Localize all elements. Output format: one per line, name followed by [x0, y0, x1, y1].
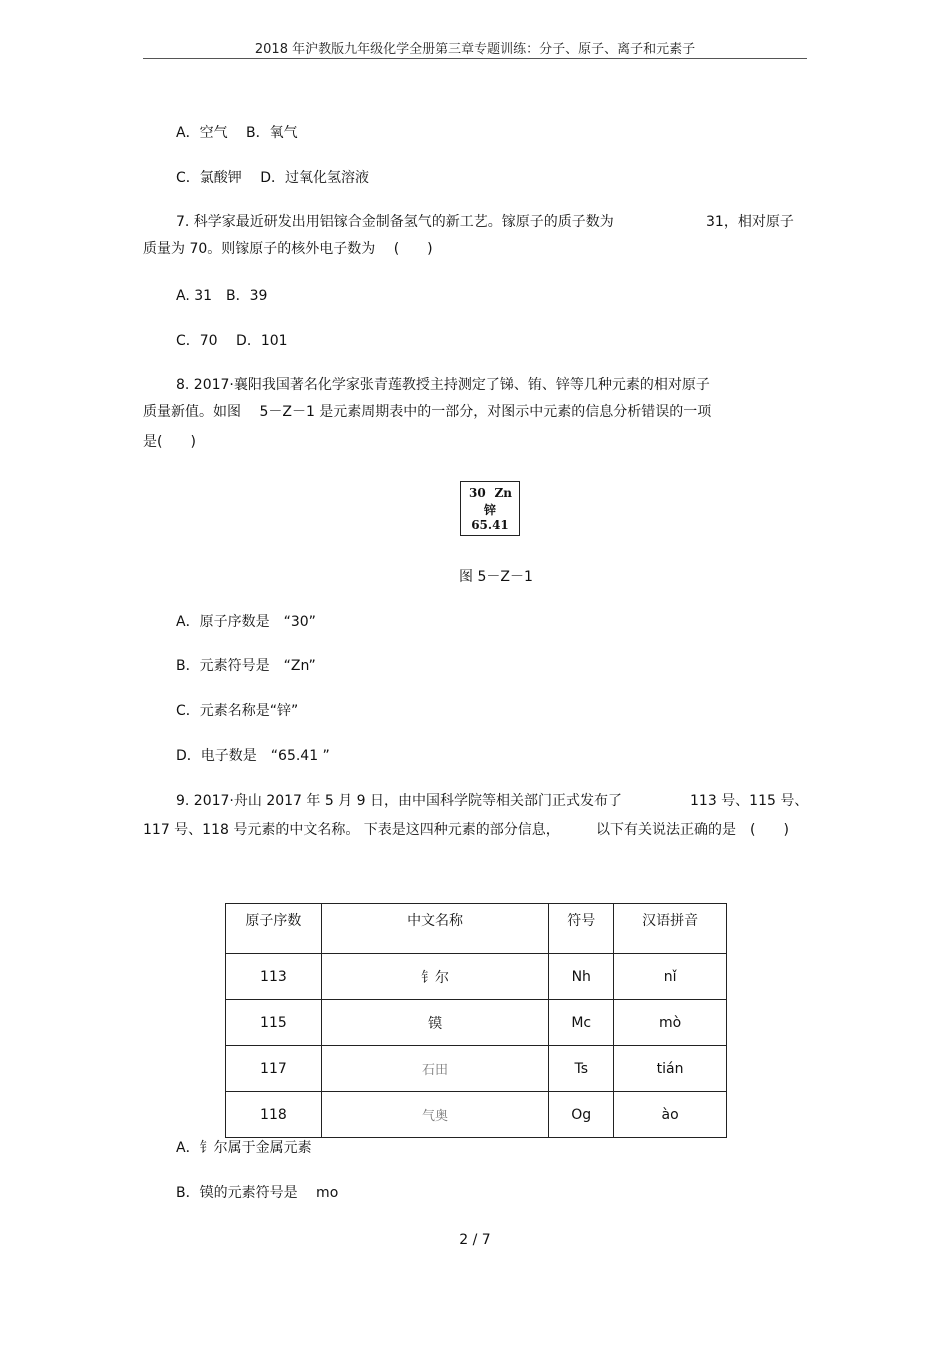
q7-options-line2: C．70 D．101	[176, 333, 288, 349]
header-symbol: 符号	[549, 904, 614, 954]
table-row	[226, 1000, 727, 1046]
cell-chinese-name: 钅尔	[321, 954, 548, 1000]
cell-symbol: Ts	[549, 1046, 614, 1092]
q8-option-a: A．原子序数是 “30”	[176, 614, 316, 630]
q9-option-a: A．钅尔属于金属元素	[176, 1140, 312, 1156]
table-row	[226, 954, 727, 1000]
element-symbol: Zn	[494, 486, 512, 500]
q8-option-c: C．元素名称是“锌”	[176, 703, 299, 719]
page-header-title: 2018 年沪教版九年级化学全册第三章专题训练：分子、原子、离子和元素子	[254, 42, 696, 57]
atomic-number: 30	[469, 486, 486, 500]
table-header-row	[226, 904, 727, 954]
cell-chinese-name: 气奥	[321, 1092, 548, 1138]
q9-text-line2b: 以下有关说法正确的是 ( )	[596, 822, 789, 838]
q8-text-line1: 8. 2017·襄阳我国著名化学家张青莲教授主持测定了锑、铕、锌等几种元素的相对原子	[176, 377, 710, 393]
cell-atomic-number: 117	[226, 1046, 322, 1092]
table-row	[226, 1046, 727, 1092]
cell-chinese-name: 镆	[321, 1000, 548, 1046]
q8-text-line2: 质量新值。如图 5－Z－1 是元素周期表中的一部分，对图示中元素的信息分析错误的一项	[143, 404, 712, 420]
page-number: 2 / 7	[459, 1232, 491, 1248]
cell-pinyin: mò	[614, 1000, 727, 1046]
cell-atomic-number: 113	[226, 954, 322, 1000]
q7-options-line1: A. 31 B．39	[176, 288, 268, 304]
cell-pinyin: ào	[614, 1092, 727, 1138]
cell-atomic-number: 115	[226, 1000, 322, 1046]
periodic-table-cell-zinc	[460, 481, 520, 536]
header-atomic-number: 原子序数	[226, 904, 322, 954]
q7-text-line1a: 7. 科学家最近研发出用铝镓合金制备氢气的新工艺。镓原子的质子数为	[176, 214, 614, 230]
cell-pinyin: nǐ	[614, 954, 727, 1000]
q7-text-line2: 质量为 70。则镓原子的核外电子数为 ( )	[143, 241, 433, 257]
header-divider	[143, 58, 807, 59]
cell-chinese-name: 石田	[321, 1046, 548, 1092]
q9-text-line2a: 117 号、118 号元素的中文名称。 下表是这四种元素的部分信息，	[143, 822, 560, 838]
cell-symbol: Og	[549, 1092, 614, 1138]
atomic-mass: 65.41	[471, 518, 509, 532]
figure-caption: 图 5－Z－1	[459, 569, 533, 585]
header-pinyin: 汉语拼音	[614, 904, 727, 954]
q9-text-line1a: 9. 2017·舟山 2017 年 5 月 9 日，由中国科学院等相关部门正式发布了	[176, 793, 623, 809]
q8-option-d: D．电子数是 “65.41 ”	[176, 748, 330, 764]
q6-options-line2: C．氯酸钾 D．过氧化氢溶液	[176, 170, 370, 186]
q6-options-line1: A．空气 B．氧气	[176, 125, 298, 141]
q9-option-b: B．镆的元素符号是 mo	[176, 1185, 339, 1201]
element-name: 锌	[483, 503, 496, 517]
table-row	[226, 1092, 727, 1138]
cell-symbol: Mc	[549, 1000, 614, 1046]
q7-text-line1b: 31，相对原子	[706, 214, 794, 230]
q8-text-line3: 是( )	[143, 434, 196, 450]
q8-option-b: B．元素符号是 “Zn”	[176, 658, 316, 674]
header-chinese-name: 中文名称	[321, 904, 548, 954]
q9-text-line1b: 113 号、115 号、	[690, 793, 809, 809]
cell-atomic-number: 118	[226, 1092, 322, 1138]
element-info-table	[225, 903, 727, 1138]
cell-pinyin: tián	[614, 1046, 727, 1092]
cell-symbol: Nh	[549, 954, 614, 1000]
